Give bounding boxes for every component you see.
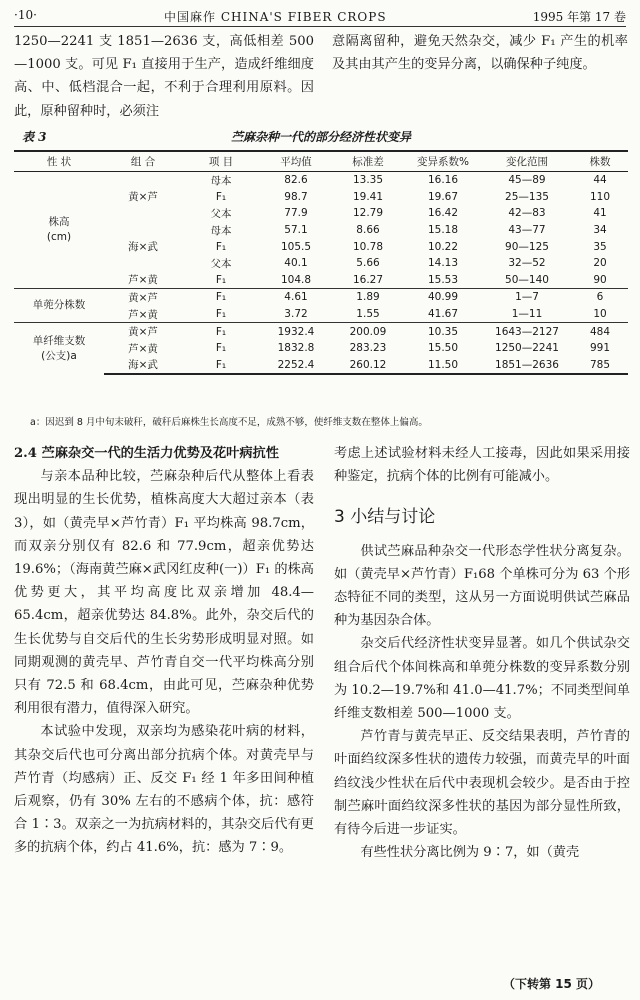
top-right-text: 意隔离留种，避免天然杂交，减少 F₁ 产生的机率及其由其产生的变异分离，以确保种子纯度。 [332, 34, 628, 73]
table-cell: 991 [589, 342, 611, 355]
paragraph: 芦竹青与黄壳早正、反交结果表明，芦竹青的叶面绉纹深多性状的遗传力较强，而黄壳早的叶面绉纹浅少性状在后代中表现机会较少。是否由于控制苎麻叶面绉纹深多性状的基因为部分显性所致，有待今后进一步证实。 [334, 729, 630, 838]
table-cell: 10.22 [427, 240, 459, 253]
table-header-row [14, 151, 628, 172]
table-cell: F₁ [215, 273, 227, 286]
paragraph: 本试验中发现，双亲均为感染花叶病的材料，其杂交后代也可分离出部分抗病个体。对黄壳早与芦竹青（均感病）正、反交 F₁ 经 1 年多田间种植后观察，仍有 30% 左右的不感病个体，抗：感符合 1∶3。双亲之一为抗病材料的，其杂交后代有更多的抗病个体，约占 41.6%，抗：感为 7∶9。 [14, 724, 314, 856]
table-cell: 35 [593, 240, 607, 253]
table-cell: 4.61 [260, 289, 332, 306]
table-cell: 15.53 [427, 273, 459, 286]
combo-cell: 海×武 [128, 241, 158, 254]
table-cell: 40.99 [404, 289, 482, 306]
table-cell: 104.8 [280, 273, 312, 286]
table-cell: F₁ [182, 289, 260, 306]
paragraph: 供试苎麻品种杂交一代形态学性状分离复杂。如（黄壳早×芦竹青）F₁68 个单株可分为 63 个形态特征不同的类型，这从另一方面说明供试苎麻品种为基因杂合体。 [334, 543, 630, 629]
page-header [14, 8, 626, 27]
paragraph: 杂交后代经济性状变异显著。如几个供试杂交组合后代个体间株高和单蔸分株数的变异系数分别为 10.2—19.7%和 41.0—41.7%；不同类型间单纤维支数相差 500—1000 支。 [334, 636, 630, 722]
table-cell: 77.9 [284, 207, 308, 220]
table-label: 表 3 [22, 130, 47, 144]
table-cell: 19.41 [352, 190, 384, 203]
section-heading-2-4: 2.4 苎麻杂交一代的生活力优势及花叶病抗性 [14, 446, 279, 461]
combo-cell: 芦×黄 [128, 308, 158, 321]
bottom-right-column [334, 442, 630, 864]
table-header-cell: 株数 [572, 151, 628, 172]
table-cell: F₁ [182, 323, 260, 340]
table-cell: 10.78 [352, 240, 384, 253]
top-left-column [14, 30, 314, 123]
table-cell: 16.42 [427, 207, 459, 220]
table-header-cell: 性 状 [14, 151, 104, 172]
table-cell: 1932.4 [260, 323, 332, 340]
table-cell: 1.89 [332, 289, 404, 306]
trait-cell: 单纤维支数 (公支)a [14, 323, 104, 374]
table-header-cell: 标准差 [332, 151, 404, 172]
table-row [14, 323, 628, 340]
table-cell: 2252.4 [260, 357, 332, 375]
combo-cell: 芦×黄 [128, 274, 158, 287]
combo-cell: 黄×芦 [104, 323, 182, 340]
table-cell: F₁ [215, 342, 227, 355]
table-cell: 19.67 [427, 190, 459, 203]
table-cell: 41.67 [427, 308, 459, 321]
table-row [14, 222, 628, 239]
table-cell: 1643—2127 [482, 323, 572, 340]
table-header-cell: 项 目 [182, 151, 260, 172]
table-cell: F₁ [182, 357, 260, 375]
paragraph: 与亲本品种比较，苎麻杂种后代从整体上看表现出明显的生长优势，植株高度大大超过亲本（表 3），如（黄壳早×芦竹青）F₁ 平均株高 98.7cm，而双亲分别仅有 82.6 和 77.9cm，超亲优势达 19.6%；（海南黄苎麻×武冈红皮种(一)）F₁ 的株高优势更大，其平均高度比双亲增加 48.4—65.4cm，超亲优势达 84.8%。此外，杂交后代的生长优势与自交后代的生长劣势形成明显对照。如同期观测的黄壳早、芦竹青自交一代平均株高分别只有 72.5 和 68.4cm，由此可见，苎麻杂种优势利用很有潜力，值得深入研究。 [14, 469, 314, 717]
table-cell: 98.7 [284, 190, 308, 203]
paragraph: 考虑上述试验材料未经人工接毒，因此如果采用接种鉴定，抗病个体的比例有可能减小。 [334, 446, 630, 485]
table-cell: 200.09 [332, 323, 404, 340]
top-right-column [332, 30, 628, 76]
table-header-cell: 变化范围 [482, 151, 572, 172]
table-cell: 32—52 [508, 257, 546, 270]
table-cell: 5.66 [356, 257, 380, 270]
table-cell: 42—83 [508, 207, 546, 220]
table-cell: F₁ [215, 308, 227, 321]
top-left-text: 1250—2241 支 1851—2636 支，高低相差 500—1000 支。可见 F₁ 直接用于生产，造成纤维细度高、中、低档混合一起，不利于合理利用原料。因此，原种留种时，必须注 [14, 34, 314, 119]
table-cell: 82.6 [284, 174, 308, 187]
table-cell: F₁ [215, 240, 227, 253]
table-cell: 13.35 [352, 174, 384, 187]
table-cell: 1.55 [356, 308, 380, 321]
section-heading-3: 3 小结与讨论 [334, 507, 436, 528]
table-cell: 50—140 [505, 273, 549, 286]
table-cell: 34 [593, 224, 607, 237]
table-cell: 16.16 [427, 174, 459, 187]
table-cell: 1851—2636 [482, 357, 572, 375]
table-cell: 3.72 [284, 308, 308, 321]
combo-cell: 海×武 [104, 357, 182, 375]
table-footnote: a：因迟到 8 月中旬末破秆，破秆后麻株生长高度不足，成熟不够，使纤维支数在整体上偏高。 [30, 417, 428, 428]
trait-cell: 株高 (cm) [46, 216, 72, 244]
table-cell: 41 [593, 207, 607, 220]
table-cell: 父本 [210, 207, 232, 220]
table-cell: F₁ [215, 190, 227, 203]
table-header-cell: 变异系数% [404, 151, 482, 172]
table-cell: 260.12 [332, 357, 404, 375]
table-cell: 110 [589, 190, 611, 203]
table-row [14, 172, 628, 189]
table-header-cell: 组 合 [104, 151, 182, 172]
table-cell: 25—135 [505, 190, 549, 203]
issue-info: 1995 年第 17 卷 [532, 10, 626, 24]
table-cell: 1—11 [511, 308, 543, 321]
table-cell: 11.50 [404, 357, 482, 375]
table-cell: 20 [593, 257, 607, 270]
table-cell: 283.23 [349, 342, 387, 355]
table-cell: 15.50 [427, 342, 459, 355]
table-row [14, 289, 628, 306]
table-cell: 1250—2241 [495, 342, 559, 355]
table-cell: 8.66 [356, 224, 380, 237]
combo-cell: 黄×芦 [104, 289, 182, 306]
table-cell: 母本 [210, 224, 232, 237]
data-table [14, 150, 628, 375]
table-cell: 57.1 [284, 224, 308, 237]
table-row [14, 306, 628, 323]
table-cell: 105.5 [280, 240, 312, 253]
table-cell: 785 [572, 357, 628, 375]
table-cell: 90—125 [505, 240, 549, 253]
page-number: ·10· [14, 8, 37, 22]
table-cell: 10.35 [404, 323, 482, 340]
table-cell: 1832.8 [277, 342, 315, 355]
table-cell: 父本 [210, 257, 232, 270]
table-row [14, 272, 628, 289]
table-cell: 母本 [210, 174, 232, 187]
table-cell: 15.18 [427, 224, 459, 237]
table-row [14, 340, 628, 357]
paragraph: 有些性状分离比例为 9∶7，如（黄壳 [360, 845, 580, 861]
table-cell: 45—89 [508, 174, 546, 187]
combo-cell: 芦×黄 [128, 342, 158, 355]
table-cell: 44 [593, 174, 607, 187]
table-cell: 16.27 [352, 273, 384, 286]
table-row [14, 357, 628, 375]
table-cell: 40.1 [284, 257, 308, 270]
table-title: 苎麻杂种一代的部分经济性状变异 [230, 130, 411, 144]
trait-cell: 单蔸分株数 [14, 289, 104, 323]
table-cell: 6 [572, 289, 628, 306]
journal-name: 中国麻作 CHINA'S FIBER CROPS [164, 10, 387, 24]
table-cell: 90 [593, 273, 607, 286]
table-cell: 1—7 [482, 289, 572, 306]
table-cell: 484 [572, 323, 628, 340]
table-cell: 43—77 [508, 224, 546, 237]
table-cell: 12.79 [352, 207, 384, 220]
table-caption [14, 128, 628, 146]
table-header-cell: 平均值 [260, 151, 332, 172]
continued-note: （下转第 15 页） [502, 977, 600, 991]
table-cell: 14.13 [427, 257, 459, 270]
combo-cell: 黄×芦 [128, 191, 158, 204]
table-cell: 10 [593, 308, 607, 321]
bottom-left-column [14, 442, 314, 860]
